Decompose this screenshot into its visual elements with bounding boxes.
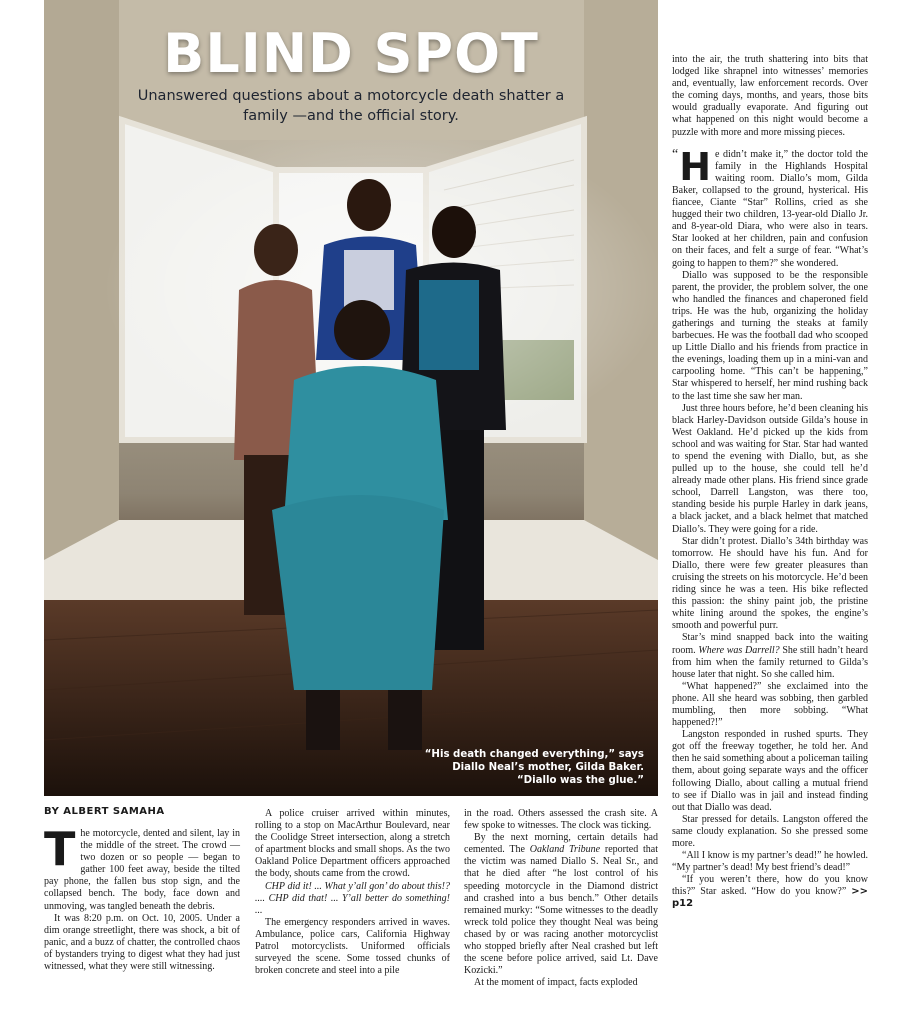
newspaper-name: Oakland Tribune — [529, 844, 601, 856]
paragraph: Just three hours before, he’d been cleaning his black Harley-Davidson outside Gilda’s house in West Oakland. He’d picked up the kids from school and was waiting for Star. Star had wanted to spend the evening with Diallo, but, as she pulled up to the house, she could tell he’d already made other plans. His friend since grade school, Darrell Langston, was there too, standing beside his purple Harley in dark jeans, a black jacket, and a black helmet that matched Diallo’s. They were going for a ride. — [672, 402, 868, 535]
paragraph — [464, 832, 658, 977]
paragraph: Star pressed for details. Langston offered the same cloudy explanation. So she pressed some more. — [672, 813, 868, 849]
paragraph: into the air, the truth shattering into bits that lodged like shrapnel into witnesses’ memories and, eventually, law enforcement records. Over the coming days, months, and years, those bits would gradually evaporate. And figuring out what happened on this night would become a puzzle with more and more missing pieces. — [672, 54, 868, 138]
paragraph: It was 8:20 p.m. on Oct. 10, 2005. Under a dim orange streetlight, there was shock, a bit of panic, and a buzz of chatter, the controlled chaos of bystanders trying to digest what they had just witnessed, what they were still witnessing. — [44, 912, 240, 973]
article-column-1 — [44, 822, 240, 973]
quote-paragraph: CHP did it! ... What y’all gon’ do about this!? .... CHP did that! ... Y’all better do something! ... — [255, 880, 450, 916]
article-column-4 — [672, 54, 868, 911]
paragraph-text: he motorcycle, dented and silent, lay in the middle of the street. The crowd — two dozen or so people — began to gather 100 feet away, beside the tilted pay phone, the fallen bus stop sign, and the collapsed bench. The body, face down and unmoving, was tangled beneath the debris. — [44, 828, 240, 912]
paragraph-text: e didn’t make it,” the doctor told the family in the Highlands Hospital waiting room. Diallo’s mom, Gilda Baker, collapsed to the ground, hysterical. His fiancee, Ciante “Star” Rollins, cried as she hugged their two children, 13-year-old Diallo Jr. and 8-year-old Diara, who were also in tears. Star looked at her children, pain and confusion on their faces, and felt a surge of fear. “What’s going to happen to them?” she wondered. — [672, 148, 868, 269]
caption-line: “Diallo was the glue.” — [516, 775, 644, 786]
article-column-2 — [255, 808, 450, 977]
paragraph: The emergency responders arrived in waves. Ambulance, police cars, California Highway Patrol motorcyclists. Uniformed officials surveyed the scene. Some tossed chunks of broken concrete and steel into a pile — [255, 916, 450, 977]
paragraph-text: Star’s mind snapped back into the waiting room. — [672, 632, 868, 656]
paragraph-text: “If you weren’t there, how do you know this?” Star asked. “How do you know?” — [672, 874, 868, 898]
open-quote: “ — [672, 146, 679, 162]
paragraph: Star didn’t protest. Diallo’s 34th birthday was tomorrow. He should have his fun. And for Diallo, there were few greater pleasures than cruising the streets on his motorcycle. He’d been riding since he was a teen. His bike reflected this passion: the shiny paint job, the pristine white lining around the spokes, the engine’s smooth and powerful purr. — [672, 535, 868, 632]
photo-caption — [425, 748, 644, 787]
paragraph: in the road. Others assessed the crash site. A few spoke to witnesses. The clock was ticking. — [464, 808, 658, 832]
paragraph — [44, 822, 240, 913]
paragraph-text: She still hadn’t heard from him when the family returned to Gilda’s house later that night. So she called him. — [672, 644, 869, 680]
paragraph: Langston responded in rushed spurts. They got off the freeway together, he told her. And then he said something about a policeman tailing them, about going separate ways and the officer following Diallo, about calling a mutual friend to see if Diallo was in jail and instead finding out that Diallo was dead. — [672, 729, 868, 813]
paragraph — [672, 144, 868, 270]
paragraph — [672, 874, 868, 910]
drop-cap: T — [44, 822, 76, 876]
paragraph — [672, 632, 868, 680]
caption-line: Diallo Neal’s mother, Gilda Baker. — [452, 762, 644, 773]
jump-to-page-link[interactable]: >> p12 — [672, 886, 868, 910]
cover-photo — [44, 0, 658, 796]
paragraph-text: reported that the victim was named Diallo S. Neal Sr., and that he died after “he lost control of his speeding motorcycle in the Diamond district and crashed into a bus bench.” Other details remained murky: “Some witnesses to the deadly wreck told police they thought Neal was being chased by or was racing another motorcyclist who stopped briefly after Neal crashed but left the scene before police arrived, said Lt. Dave Kozicki.” — [464, 844, 659, 977]
byline: BY ALBERT SAMAHA — [44, 806, 165, 817]
dek-subtitle: Unanswered questions about a motorcycle death shatter a family —and the official story. — [137, 88, 565, 124]
paragraph: Diallo was supposed to be the responsible parent, the provider, the problem solver, the one who handled the finances and chaperoned field trips. He was the hub, organizing the holiday gatherings and turning the steaks at family barbecues. He was the football dad who scooped up Little Diallo and his friends from practice in the evenings, loading them up in a mini-van and carpooling home. “This can’t be happening,” Star whispered to herself, her mind rushing back to the last time she saw her man. — [672, 269, 868, 402]
paragraph: “What happened?” she exclaimed into the phone. All she heard was sobbing, then garbled mumbling, then more sobbing. “What happened?!” — [672, 680, 868, 729]
caption-line: “His death changed everything,” says — [424, 749, 644, 760]
paragraph: A police cruiser arrived within minutes, rolling to a stop on MacArthur Boulevard, near the Coolidge Street intersection, along a stretch of apartment blocks and small shops. As the two Oakland Police Department officers approached the body, shouts came from the crowd. — [255, 808, 450, 880]
article-column-3 — [464, 808, 658, 989]
paragraph-text: By the next morning, certain details had cemented. The — [464, 832, 658, 856]
italic-text: Where was Darrell? — [698, 644, 780, 656]
drop-cap: H — [679, 144, 712, 189]
paragraph: “All I know is my partner’s dead!” he howled. “My partner’s dead! My best friend’s dead!” — [672, 850, 868, 874]
headline: BLIND SPOT — [163, 22, 539, 85]
paragraph: At the moment of impact, facts exploded — [474, 977, 638, 989]
